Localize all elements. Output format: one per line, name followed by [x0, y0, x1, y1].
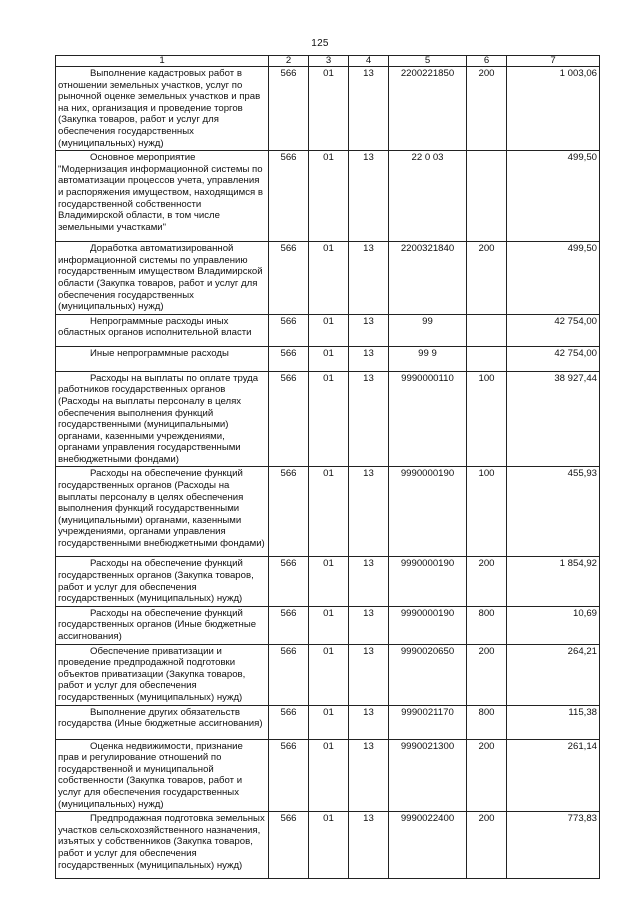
row-ministry: 566: [269, 371, 309, 467]
row-subsection: 13: [349, 314, 389, 346]
row-section: 01: [309, 705, 349, 739]
row-section: 01: [309, 371, 349, 467]
table-row: [56, 151, 600, 242]
row-name: Выполнение кадастровых работ в отношении земельных участков, услуг по рыночной оценке земельных участков и прав на них, организация и проведение торгов (Закупка товаров, работ и услуг для обеспечения государственных (муниципальных) нужд): [56, 67, 269, 151]
table-row: [56, 67, 600, 151]
row-expense-type: 800: [467, 606, 507, 644]
row-name: Предпродажная подготовка земельных участков сельскохозяйственного назначения, изъятых у собственников (Закупка товаров, работ и услуг для обеспечения государственных (муниципальных) нужд): [56, 812, 269, 879]
row-expense-type: 800: [467, 705, 507, 739]
row-expense-type: 200: [467, 67, 507, 151]
row-section: 01: [309, 242, 349, 315]
header-col-5: 5: [389, 56, 467, 67]
table-row: [56, 812, 600, 879]
row-target: 99: [389, 314, 467, 346]
table-row: [56, 242, 600, 315]
row-section: 01: [309, 67, 349, 151]
header-row: [56, 56, 600, 67]
row-amount: 10,69: [507, 606, 600, 644]
row-expense-type: 200: [467, 812, 507, 879]
row-subsection: 13: [349, 151, 389, 242]
row-ministry: 566: [269, 705, 309, 739]
row-target: 9990000190: [389, 606, 467, 644]
row-expense-type: 200: [467, 739, 507, 812]
row-amount: 115,38: [507, 705, 600, 739]
row-subsection: 13: [349, 371, 389, 467]
row-target: 9990000190: [389, 557, 467, 606]
header-col-7: 7: [507, 56, 600, 67]
row-name: Доработка автоматизированной информационной системы по управлению государственным имуществом Владимирской области (Закупка товаров, работ и услуг для обеспечения государственных (муниципальных) нужд): [56, 242, 269, 315]
row-target: 9990020650: [389, 644, 467, 705]
row-amount: 455,93: [507, 467, 600, 557]
row-section: 01: [309, 739, 349, 812]
row-ministry: 566: [269, 242, 309, 315]
row-subsection: 13: [349, 242, 389, 315]
row-subsection: 13: [349, 644, 389, 705]
row-expense-type: [467, 151, 507, 242]
row-target: 99 9: [389, 346, 467, 371]
row-subsection: 13: [349, 67, 389, 151]
row-ministry: 566: [269, 151, 309, 242]
row-expense-type: 100: [467, 371, 507, 467]
row-name: Расходы на обеспечение функций государственных органов (Закупка товаров, работ и услуг для обеспечения государственных (муниципальных) нужд): [56, 557, 269, 606]
row-name: Оценка недвижимости, признание прав и регулирование отношений по государственной и муниципальной собственности (Закупка товаров, работ и услуг для обеспечения государственных (муниципальных) нужд): [56, 739, 269, 812]
row-amount: 1 854,92: [507, 557, 600, 606]
budget-table: [55, 55, 600, 879]
row-ministry: 566: [269, 644, 309, 705]
page-number: 125: [311, 38, 329, 49]
table-row: [56, 557, 600, 606]
header-col-3: 3: [309, 56, 349, 67]
row-amount: 499,50: [507, 151, 600, 242]
table-row: [56, 739, 600, 812]
row-amount: 773,83: [507, 812, 600, 879]
row-name: Расходы на обеспечение функций государственных органов (Расходы на выплаты персоналу в целях обеспечения выполнения функций государственными (муниципальными) органами, казенными учреждениями, органами управления государственными внебюджетными фондами): [56, 467, 269, 557]
row-amount: 42 754,00: [507, 314, 600, 346]
row-section: 01: [309, 467, 349, 557]
row-section: 01: [309, 606, 349, 644]
row-subsection: 13: [349, 557, 389, 606]
row-name: Расходы на выплаты по оплате труда работников государственных органов (Расходы на выплаты персоналу в целях обеспечения выполнения функций государственными (муниципальными) органами, казенными учреждениями, органами управления государственными внебюджетными фондами): [56, 371, 269, 467]
row-ministry: 566: [269, 346, 309, 371]
row-target: 2200321840: [389, 242, 467, 315]
row-expense-type: 100: [467, 467, 507, 557]
row-amount: 499,50: [507, 242, 600, 315]
row-amount: 1 003,06: [507, 67, 600, 151]
row-subsection: 13: [349, 606, 389, 644]
row-target: 9990000110: [389, 371, 467, 467]
row-subsection: 13: [349, 467, 389, 557]
table-row: [56, 705, 600, 739]
row-ministry: 566: [269, 606, 309, 644]
row-expense-type: [467, 346, 507, 371]
row-name: Расходы на обеспечение функций государственных органов (Иные бюджетные ассигнования): [56, 606, 269, 644]
table-row: [56, 371, 600, 467]
row-subsection: 13: [349, 705, 389, 739]
row-ministry: 566: [269, 812, 309, 879]
header-col-4: 4: [349, 56, 389, 67]
row-ministry: 566: [269, 467, 309, 557]
row-section: 01: [309, 151, 349, 242]
row-subsection: 13: [349, 739, 389, 812]
row-target: 9990021300: [389, 739, 467, 812]
row-name: Основное мероприятие "Модернизация информационной системы по автоматизации процессов учета, управления и распоряжения имуществом, находящимся в государственной собственности Владимирской области, в том числе земельными участками": [56, 151, 269, 242]
row-ministry: 566: [269, 557, 309, 606]
table-row: [56, 644, 600, 705]
row-ministry: 566: [269, 739, 309, 812]
row-expense-type: 200: [467, 242, 507, 315]
row-section: 01: [309, 812, 349, 879]
row-amount: 261,14: [507, 739, 600, 812]
header-col-1: 1: [56, 56, 269, 67]
row-target: 2200221850: [389, 67, 467, 151]
row-amount: 42 754,00: [507, 346, 600, 371]
row-target: 22 0 03: [389, 151, 467, 242]
row-expense-type: 200: [467, 557, 507, 606]
row-amount: 38 927,44: [507, 371, 600, 467]
row-target: 9990021170: [389, 705, 467, 739]
table-row: [56, 467, 600, 557]
row-target: 9990022400: [389, 812, 467, 879]
row-section: 01: [309, 557, 349, 606]
row-name: Выполнение других обязательств государства (Иные бюджетные ассигнования): [56, 705, 269, 739]
header-col-2: 2: [269, 56, 309, 67]
row-section: 01: [309, 644, 349, 705]
row-subsection: 13: [349, 346, 389, 371]
row-subsection: 13: [349, 812, 389, 879]
row-amount: 264,21: [507, 644, 600, 705]
header-col-6: 6: [467, 56, 507, 67]
row-expense-type: [467, 314, 507, 346]
row-section: 01: [309, 346, 349, 371]
row-target: 9990000190: [389, 467, 467, 557]
row-ministry: 566: [269, 314, 309, 346]
table-row: [56, 314, 600, 346]
row-name: Обеспечение приватизации и проведение предпродажной подготовки объектов приватизации (Закупка товаров, работ и услуг для обеспечения государственных (муниципальных) нужд): [56, 644, 269, 705]
table-row: [56, 606, 600, 644]
row-ministry: 566: [269, 67, 309, 151]
row-name: Непрограммные расходы иных областных органов исполнительной власти: [56, 314, 269, 346]
table-row: [56, 346, 600, 371]
row-section: 01: [309, 314, 349, 346]
row-name: Иные непрограммные расходы: [56, 346, 269, 371]
row-expense-type: 200: [467, 644, 507, 705]
